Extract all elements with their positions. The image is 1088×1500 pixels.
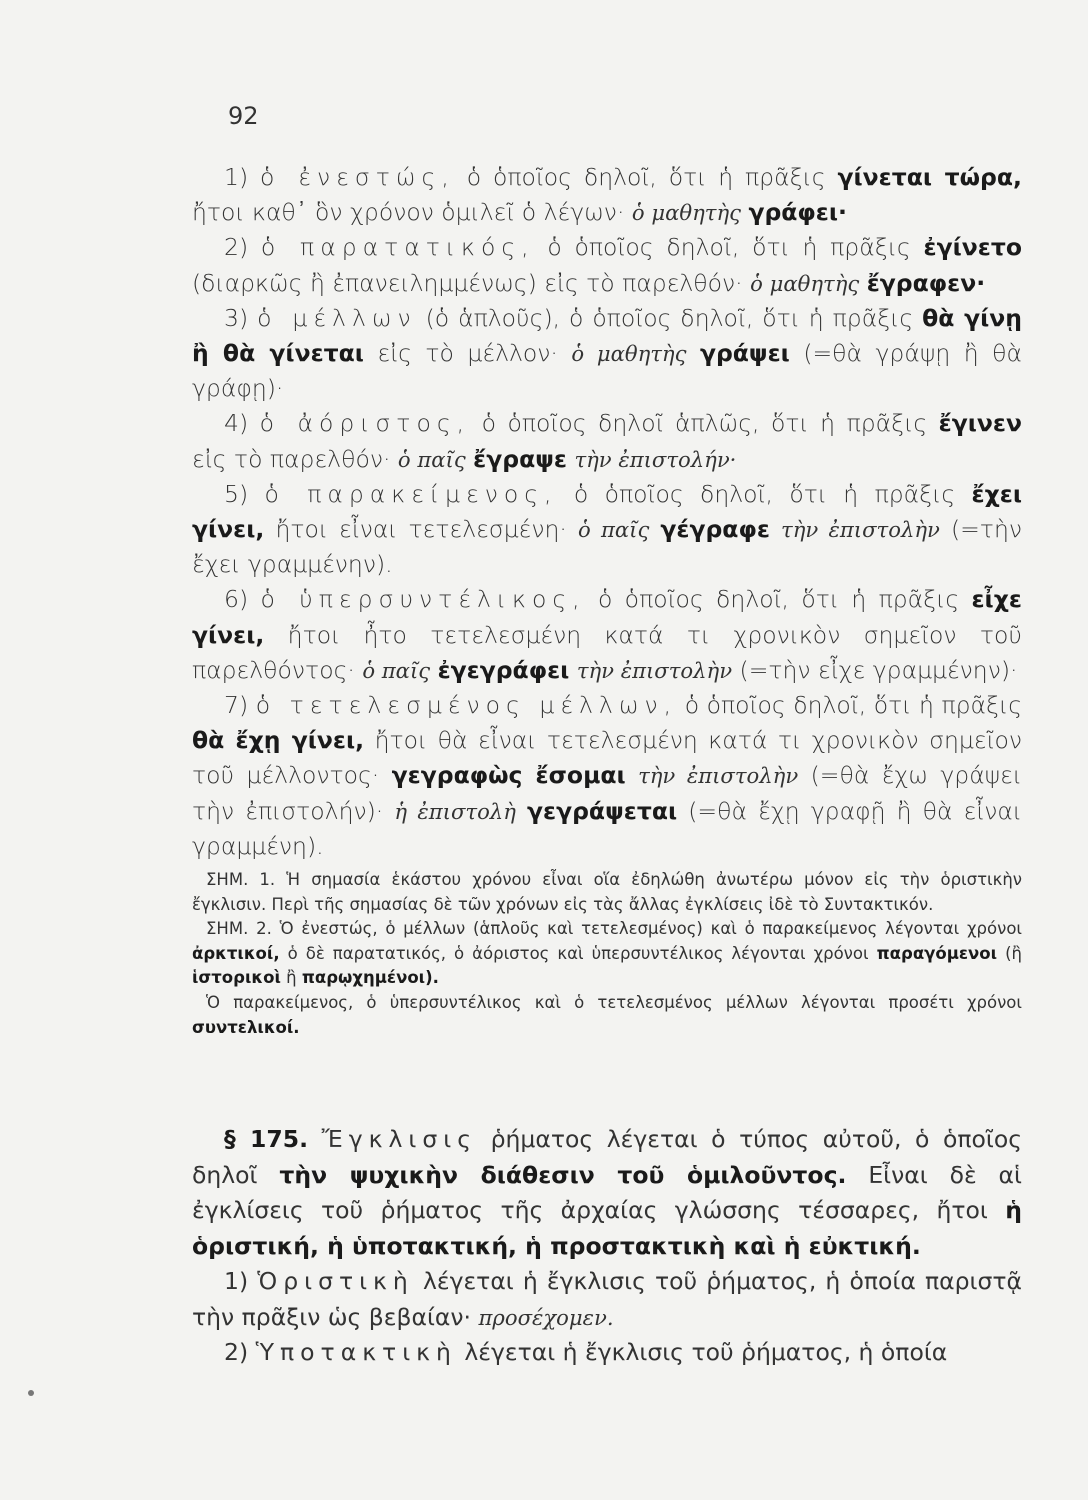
example-object: τὴν ἐπιστολὴν xyxy=(781,517,940,543)
tense-meaning: ἐγίνετο xyxy=(923,233,1022,262)
example-bold: ἐγεγράφει xyxy=(437,655,570,684)
tense-desc: ὁ ὁποῖος δηλοῖ ἁπλῶς, ὅτι ἡ πρᾶξις xyxy=(481,409,928,438)
section-bold: τὴν ψυχικὴν διάθεσιν τοῦ ὁμιλοῦντος. xyxy=(279,1160,847,1189)
note-text: ὁ δὲ παρατατικός, ὁ ἀόριστος καὶ ὑπερσυντέλικος λέγονται χρόνοι xyxy=(287,943,869,963)
section-number: § 175. xyxy=(224,1125,309,1153)
example-gloss: (=θὰ γράψῃ ἢ θὰ γράφῃ)· xyxy=(192,339,1022,403)
tense-name: ὁ ὑπερσυντέλικος, xyxy=(260,585,586,614)
tense-name: ὁ παρατατικός, xyxy=(260,233,535,262)
tense-2 xyxy=(192,230,1022,300)
example-bold: ἔγραφεν· xyxy=(866,268,986,297)
example-italic: ὁ μαθητὴς xyxy=(571,341,687,367)
footnotes xyxy=(192,868,1022,1040)
note-1: ΣΗΜ. 1. Ἡ σημασία ἑκάστου χρόνου εἶναι οἵα ἐδηλώθη ἀνωτέρω μόνον εἰς τὴν ὁριστικὴν ἔγκλισιν. Περὶ τῆς σημασίας δὲ τῶν χρόνων εἰς τὰς ἄλλας ἐγκλίσεις ἰδὲ τὸ Συντακτικόν. xyxy=(192,870,1022,914)
example-gloss: (=τὴν ἔχει γραμμένην). xyxy=(192,515,1022,579)
tense-7 xyxy=(192,688,1022,864)
section-text: ῥήματος λέγεται ὁ τύπος αὐτοῦ, ὁ ὁποῖος δηλοῖ xyxy=(192,1125,1022,1189)
example-gloss: (=θὰ ἔχω γράψει τὴν ἐπιστολήν)· xyxy=(192,761,1022,825)
tense-desc: ὁ ὁποῖος δηλοῖ, ὅτι ἡ πρᾶξις xyxy=(597,585,960,614)
note-text: ΣΗΜ. 2. Ὁ ἐνεστώς, ὁ μέλλων (ἁπλοῦς καὶ τετελεσμένος) καὶ ὁ παρακείμενος λέγονται χρόνοι xyxy=(206,919,1022,939)
mood-num: 2) xyxy=(224,1338,249,1366)
example-bold: γέγραφε xyxy=(660,515,770,544)
tense-4 xyxy=(192,406,1022,476)
section-heading: Ἔγκλισις xyxy=(321,1125,477,1153)
tense-num: 7) xyxy=(224,691,249,720)
section-175 xyxy=(192,1122,1022,1371)
example-italic: ὁ παῖς xyxy=(397,446,466,472)
tense-meaning: γίνεται τώρα, xyxy=(837,163,1022,191)
note-term: συντελικοί. xyxy=(192,1017,300,1037)
tense-meaning: θὰ ἔχῃ γίνει, xyxy=(192,726,365,755)
tense-num: 1) xyxy=(224,163,249,191)
tense-rest: εἰς τὸ παρελθόν· xyxy=(192,444,391,473)
note-2 xyxy=(192,917,1022,991)
tense-num: 3) xyxy=(224,303,249,332)
example-bold: γεγραφὼς ἔσομαι xyxy=(391,761,626,790)
tense-rest: ἤτοι θὰ εἶναι τετελεσμένη κατά τι χρονικὸν σημεῖον τοῦ μέλλοντος· xyxy=(192,726,1022,790)
section-intro xyxy=(192,1122,1022,1264)
example-bold: ἔγραψε xyxy=(473,444,567,473)
example-italic: ὁ μαθητὴς xyxy=(631,200,741,226)
tense-num: 5) xyxy=(224,479,249,508)
tense-desc: ὁ ὁποῖος δηλοῖ, ὅτι ἡ πρᾶξις xyxy=(547,233,911,262)
tense-rest: εἰς τὸ μέλλον· xyxy=(377,339,558,368)
margin-dot xyxy=(28,1390,34,1396)
tense-meaning: ἔγινεν xyxy=(938,409,1022,438)
tense-name: ὁ παρακείμενος, xyxy=(264,479,558,508)
mood-1 xyxy=(192,1264,1022,1335)
page-number: 92 xyxy=(228,102,259,130)
example2-gloss: (=θὰ ἔχῃ γραφῇ ἢ θὰ εἶναι γραμμένη). xyxy=(192,796,1022,860)
example2-italic: ἡ ἐπιστολὴ xyxy=(394,798,516,824)
note-3 xyxy=(192,991,1022,1040)
tense-rest: (διαρκῶς ἢ ἐπανειλημμένως) εἰς τὸ παρελθόν· xyxy=(192,268,743,297)
mood-2 xyxy=(192,1335,1022,1371)
note-term: ἱστορικοὶ xyxy=(192,968,281,988)
example-italic: ὁ μαθητὴς xyxy=(750,270,860,296)
section-bold: ἡ ὁριστική, ἡ ὑποτακτική, ἡ προστακτικὴ καὶ ἡ εὐκτική. xyxy=(192,1196,1022,1260)
tense-desc: (ὁ ἁπλοῦς), ὁ ὁποῖος δηλοῖ, ὅτι ἡ πρᾶξις xyxy=(425,303,914,332)
example-bold: γράφει· xyxy=(748,198,847,227)
mood-text: λέγεται ἡ ἔγκλισις τοῦ ῥήματος, ἡ ὁποία παριστᾷ τὴν πρᾶξιν ὡς βεβαίαν· xyxy=(192,1267,1022,1331)
example-italic: ὁ παῖς xyxy=(577,517,650,543)
tense-rest: ἤτοι καθ᾽ ὃν χρόνον ὁμιλεῖ ὁ λέγων· xyxy=(192,198,625,227)
section-text: Εἶναι δὲ αἱ ἐγκλίσεις τοῦ ῥήματος τῆς ἀρχαίας γλώσσης τέσσαρες, ἤτοι xyxy=(192,1160,1022,1224)
example2-bold: γεγράψεται xyxy=(527,796,678,825)
tense-num: 4) xyxy=(224,409,249,438)
note-term: ἀρκτικοί, xyxy=(192,943,280,963)
tense-desc: ὁ ὁποῖος δηλοῖ, ὅτι ἡ πρᾶξις xyxy=(466,163,826,191)
tense-name: ὁ μέλλων xyxy=(257,303,417,332)
tense-meaning: εἶχε γίνει, xyxy=(192,585,1022,649)
tense-meaning: θὰ γίνῃ ἢ θὰ γίνεται xyxy=(192,303,1023,368)
example-object: τὴν ἐπιστολήν· xyxy=(574,446,737,472)
mood-name: Ὁριστικὴ xyxy=(257,1267,414,1295)
example-object: τὴν ἐπιστολὴν xyxy=(638,763,799,789)
tense-6 xyxy=(192,582,1022,688)
mood-text: λέγεται ἡ ἔγκλισις τοῦ ῥήματος, ἡ ὁποία xyxy=(464,1338,948,1366)
example-gloss: (=τὴν εἶχε γραμμένην)· xyxy=(739,655,1018,684)
tense-name: ὁ τετελεσμένος μέλλων, xyxy=(255,691,678,720)
tense-name: ὁ ἀόριστος, xyxy=(259,409,471,438)
tense-3 xyxy=(192,301,1022,407)
tense-desc: ὁ ὁποῖος δηλοῖ, ὅτι ἡ πρᾶξις xyxy=(573,479,956,508)
tense-rest: ἤτοι εἶναι τετελεσμένη· xyxy=(275,515,567,544)
tense-num: 6) xyxy=(224,585,249,614)
note-term: παρῳχημένοι). xyxy=(301,968,439,988)
tense-1 xyxy=(192,160,1022,230)
tense-desc: ὁ ὁποῖος δηλοῖ, ὅτι ἡ πρᾶξις xyxy=(684,691,1022,720)
note-text: Ὁ παρακείμενος, ὁ ὑπερσυντέλικος καὶ ὁ τετελεσμένος μέλλων λέγονται προσέτι χρόνοι xyxy=(206,992,1022,1012)
tense-list xyxy=(192,160,1022,864)
tense-rest: ἤτοι ἦτο τετελεσμένη κατά τι χρονικὸν σημεῖον τοῦ παρελθόντος· xyxy=(192,620,1022,684)
tense-name: ὁ ἐνεστώς, xyxy=(260,163,455,191)
tense-num: 2) xyxy=(224,233,249,262)
mood-example: προσέχομεν. xyxy=(478,1304,614,1330)
mood-name: Ὑποτακτικὴ xyxy=(255,1338,457,1366)
note-text: (ἢ xyxy=(1005,943,1023,963)
example-object: τὴν ἐπιστολὴν xyxy=(576,657,733,683)
tense-meaning: ἔχει γίνει, xyxy=(192,479,1022,544)
example-italic: ὁ παῖς xyxy=(362,657,431,683)
tense-5 xyxy=(192,477,1022,583)
mood-num: 1) xyxy=(224,1267,249,1295)
note-text: ἢ xyxy=(286,968,297,988)
note-term: παραγόμενοι xyxy=(876,943,998,963)
example-bold: γράψει xyxy=(699,339,790,368)
